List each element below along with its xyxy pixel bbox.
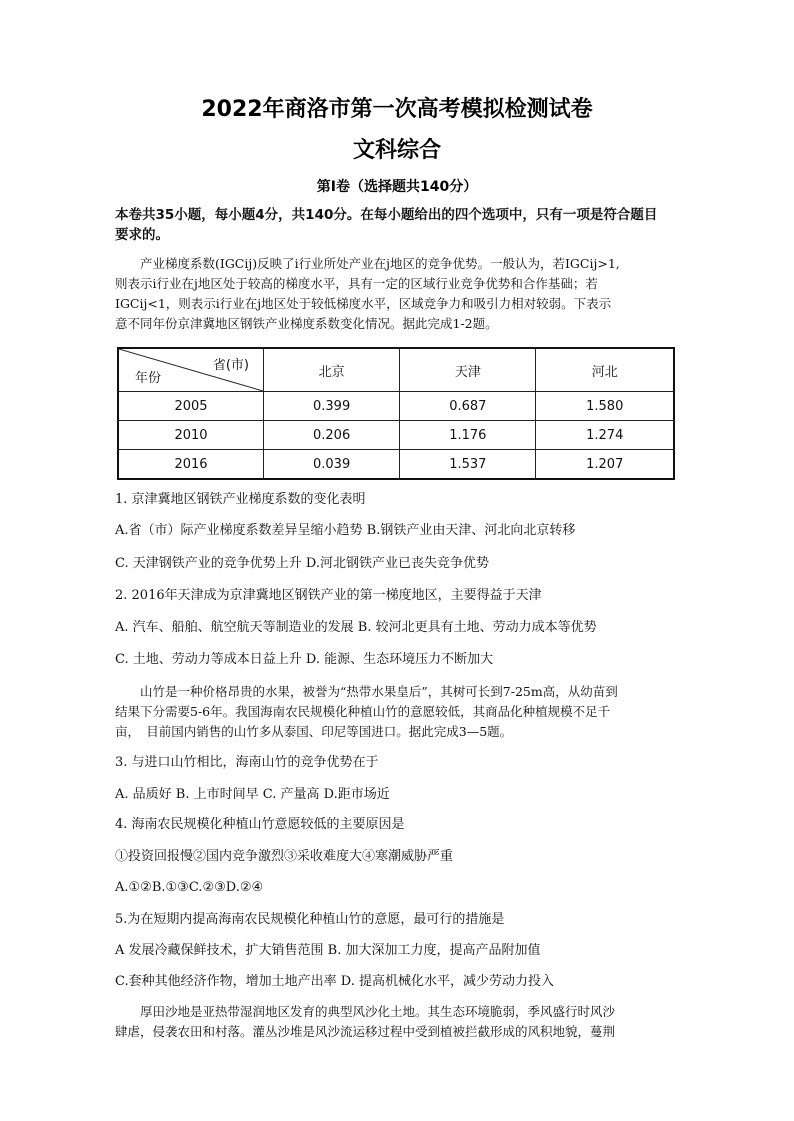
q1-options-ab: A.省（市）际产业梯度系数差异呈缩小趋势 B.钢铁产业由天津、河北向北京转移 — [115, 523, 576, 538]
value-cell: 0.039 — [264, 450, 400, 480]
q4-items: ①投资回报慢②国内竞争激烈③采收难度大④寒潮威胁严重 — [115, 849, 454, 864]
passage1-line-1: 产业梯度系数(IGCij)反映了i行业所处产业在j地区的竞争优势。一般认为，若IGCij>1, — [115, 256, 620, 271]
corner-top-label: 省(市) — [212, 358, 249, 373]
q3-stem: 3. 与进口山竹相比，海南山竹的竞争优势在于 — [115, 755, 379, 770]
passage1-line-3: IGCij<1，则表示i行业在j地区处于较低梯度水平，区域竞争力和吸引力相对较弱。下表示 — [115, 296, 612, 311]
value-cell: 1.176 — [400, 421, 536, 450]
passage3-line-2: 肆虐，侵袭农田和村落。灌丛沙堆是风沙流运移过程中受到植被拦截形成的风积地貌，蔓荆 — [115, 1024, 616, 1039]
column-header: 北京 — [264, 348, 400, 392]
passage3-line-1: 厚田沙地是亚热带湿润地区发育的典型风沙化土地。其生态环境脆弱，季风盛行时风沙 — [115, 1004, 616, 1019]
q5-stem: 5.为在短期内提高海南农民规模化种植山竹的意愿，最可行的措施是 — [115, 912, 505, 927]
q2-options-cd: C. 土地、劳动力等成本日益上升 D. 能源、生态环境压力不断加大 — [115, 652, 494, 667]
value-cell: 1.207 — [536, 450, 674, 480]
passage2-line-3: 亩， 目前国内销售的山竹多从泰国、印尼等国进口。据此完成3—5题。 — [115, 724, 513, 739]
value-cell: 1.580 — [536, 392, 674, 421]
q4-options: A.①②B.①③C.②③D.②④ — [115, 880, 264, 895]
exam-title: 2022年商洛市第一次高考模拟检测试卷 — [201, 97, 593, 122]
q1-stem: 1. 京津冀地区钢铁产业梯度系数的变化表明 — [115, 492, 366, 507]
column-header: 天津 — [400, 348, 536, 392]
passage1-line-4: 意不同年份京津冀地区钢铁产业梯度系数变化情况。据此完成1-2题。 — [115, 316, 498, 331]
value-cell: 0.687 — [400, 392, 536, 421]
q4-stem: 4. 海南农民规模化种植山竹意愿较低的主要原因是 — [115, 817, 405, 832]
table-header-row — [118, 348, 674, 392]
table-row — [118, 421, 674, 450]
corner-bottom-label: 年份 — [135, 371, 162, 386]
value-cell: 1.537 — [400, 450, 536, 480]
table-row — [118, 450, 674, 480]
year-cell: 2016 — [118, 450, 264, 480]
value-cell: 0.206 — [264, 421, 400, 450]
year-cell: 2010 — [118, 421, 264, 450]
part-title: 第Ⅰ卷（选择题共140分） — [316, 179, 478, 195]
passage2-line-1: 山竹是一种价格昂贵的水果，被誉为“热带水果皇后”，其树可长到7-25m高，从幼苗到 — [115, 684, 618, 699]
q2-stem: 2. 2016年天津成为京津冀地区钢铁产业的第一梯度地区，主要得益于天津 — [115, 588, 542, 603]
instruction-line-1: 本卷共35小题，每小题4分，共140分。在每小题给出的四个选项中，只有一项是符合题目 — [115, 207, 658, 223]
passage2-line-2: 结果下分需要5-6年。我国海南农民规模化种植山竹的意愿较低，其商品化种植规模不足千 — [115, 704, 611, 719]
instruction-line-2: 要求的。 — [115, 227, 169, 243]
q5-options-ab: A 发展冷藏保鲜技术，扩大销售范围 B. 加大深加工力度，提高产品附加值 — [115, 943, 541, 958]
q1-options-cd: C. 天津钢铁产业的竞争优势上升 D.河北钢铁产业已丧失竞争优势 — [115, 556, 489, 571]
table-corner-cell — [118, 348, 264, 392]
passage1-line-2: 则表示i行业在j地区处于较高的梯度水平，具有一定的区域行业竞争优势和合作基础；若 — [115, 276, 598, 291]
value-cell: 1.274 — [536, 421, 674, 450]
gradient-table — [117, 347, 675, 480]
column-header: 河北 — [536, 348, 674, 392]
subject-title: 文科综合 — [352, 138, 441, 163]
q5-options-cd: C.套种其他经济作物，增加土地产出率 D. 提高机械化水平，减少劳动力投入 — [115, 974, 554, 989]
q3-options: A. 品质好 B. 上市时间早 C. 产量高 D.距市场近 — [115, 787, 390, 802]
q2-options-ab: A. 汽车、船舶、航空航天等制造业的发展 B. 较河北更具有土地、劳动力成本等优势 — [115, 620, 597, 635]
year-cell: 2005 — [118, 392, 264, 421]
table-row — [118, 392, 674, 421]
value-cell: 0.399 — [264, 392, 400, 421]
